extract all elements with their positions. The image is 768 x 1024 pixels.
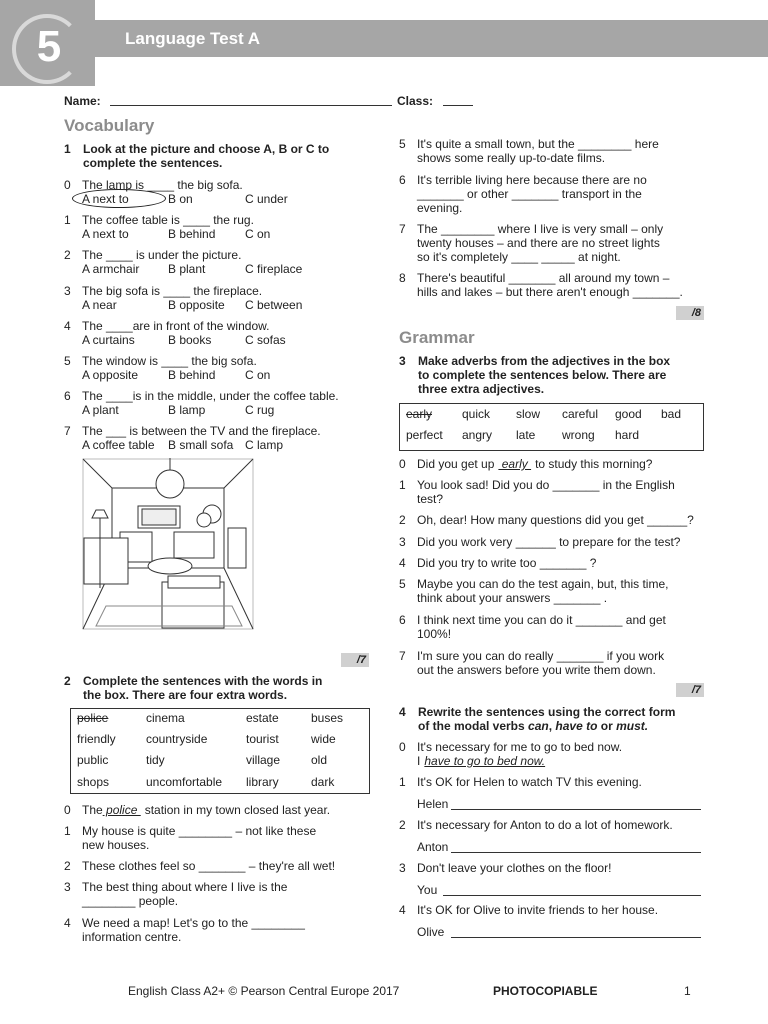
question-number: 5 <box>399 577 406 591</box>
question-item <box>64 880 374 908</box>
option-a[interactable]: A next to <box>82 192 129 206</box>
question-number: 8 <box>399 271 406 285</box>
question-text-end: to study this morning? <box>535 457 653 471</box>
question-text-start: The <box>82 803 103 817</box>
word-box-item: bad <box>661 407 682 421</box>
question-number: 5 <box>64 354 71 368</box>
name-field[interactable] <box>110 105 392 106</box>
word-box-item: late <box>516 428 536 442</box>
name-label: Name: <box>64 94 101 108</box>
question-number: 3 <box>64 284 71 298</box>
question-number: 3 <box>399 535 406 549</box>
question-text-line-3: evening. <box>417 201 463 215</box>
word-box-item: uncomfortable <box>146 775 223 789</box>
question-text-line-2: test? <box>417 492 444 506</box>
word-box-item: estate <box>246 711 279 725</box>
question-number: 2 <box>64 859 71 873</box>
question-item <box>399 740 709 776</box>
question-item <box>64 178 374 206</box>
exercise-2-score: /8 <box>676 306 704 320</box>
exercise-1-score: /7 <box>341 653 369 667</box>
word-box-item: early <box>406 407 433 421</box>
question-item <box>64 213 374 241</box>
question-number: 0 <box>64 803 71 817</box>
answer-line[interactable] <box>443 895 701 896</box>
word-box-item: good <box>615 407 642 421</box>
question-text: The ________ where I live is very small – only <box>417 222 664 236</box>
question-text-line-2: twenty houses – and there are no street lights <box>417 236 660 250</box>
question-text-end: station in my town closed last year. <box>144 803 331 817</box>
question-item <box>64 916 374 944</box>
question-text-line-3: so it's completely ____ _____ at night. <box>417 250 621 264</box>
answer-subject: Anton <box>417 840 449 854</box>
option-b[interactable]: B behind <box>168 227 216 241</box>
question-number: 2 <box>399 513 406 527</box>
question-text-line-2: think about your answers _______ . <box>417 591 608 605</box>
footer-page-number: 1 <box>684 984 691 998</box>
question-text: The ____are in front of the window. <box>82 319 270 333</box>
question-text: Did you work very ______ to prepare for the test? <box>417 535 681 549</box>
exercise-3-instructions: 3 Make adverbs from the adjectives in the box to complete the sentences below. There are three extra adjectives. <box>399 354 671 396</box>
question-text: It's terrible living here because there are no <box>417 173 647 187</box>
exercise-2-word-box <box>70 708 370 794</box>
question-number: 0 <box>399 457 406 471</box>
word-box-item: careful <box>562 407 599 421</box>
option-a[interactable]: A opposite <box>82 368 139 382</box>
answer-line[interactable] <box>451 809 701 810</box>
exercise-1-instructions: 1 Look at the picture and choose A, B or C to complete the sentences. <box>64 142 330 170</box>
question-text: The window is ____ the big sofa. <box>82 354 257 368</box>
option-b[interactable]: B small sofa <box>168 438 234 452</box>
question-number: 7 <box>64 424 71 438</box>
option-a[interactable]: A curtains <box>82 333 135 347</box>
option-b[interactable]: B on <box>168 192 193 206</box>
question-item <box>64 319 374 347</box>
question-text: My house is quite ________ – not like these <box>82 824 317 838</box>
option-b[interactable]: B plant <box>168 262 206 276</box>
option-b[interactable]: B lamp <box>168 403 206 417</box>
footer-photocopiable: PHOTOCOPIABLE <box>493 984 598 998</box>
word-box-item: slow <box>516 407 541 421</box>
question-text: There's beautiful _______ all around my town – <box>417 271 670 285</box>
answer-line[interactable] <box>451 937 701 938</box>
word-box-item: dark <box>311 775 335 789</box>
question-text: It's quite a small town, but the ________ here <box>417 137 659 151</box>
word-box-item: police <box>77 711 109 725</box>
question-text: It's OK for Olive to invite friends to her house. <box>417 903 659 917</box>
word-box-item: wide <box>311 732 336 746</box>
word-box-item: angry <box>462 428 493 442</box>
word-box-item: village <box>246 753 281 767</box>
question-item <box>64 284 374 312</box>
option-b[interactable]: B opposite <box>168 298 225 312</box>
question-number: 4 <box>399 903 406 917</box>
question-number: 2 <box>64 248 71 262</box>
option-a[interactable]: A coffee table <box>82 438 155 452</box>
question-text: Oh, dear! How many questions did you get ______? <box>417 513 694 527</box>
question-number: 3 <box>399 861 406 875</box>
exercise-4-instructions: 4 Rewrite the sentences using the correct form of the modal verbs can, have to or must. <box>399 705 676 733</box>
question-number: 4 <box>64 319 71 333</box>
exercise-3-score: /7 <box>676 683 704 697</box>
header-bar <box>95 20 768 57</box>
question-number: 6 <box>399 173 406 187</box>
question-item <box>64 824 374 852</box>
question-text: We need a map! Let's go to the ________ <box>82 916 305 930</box>
question-text: The big sofa is ____ the fireplace. <box>82 284 263 298</box>
question-item <box>64 389 374 417</box>
question-item <box>64 424 374 452</box>
question-number: 1 <box>64 824 71 838</box>
question-text: The ____is in the middle, under the coffee table. <box>82 389 339 403</box>
answer-subject: You <box>417 883 438 897</box>
footer-copyright: English Class A2+ © Pearson Central Europe 2017 <box>128 984 400 998</box>
option-c[interactable]: C on <box>245 368 271 382</box>
question-number: 5 <box>399 137 406 151</box>
question-text: It's necessary for Anton to do a lot of homework. <box>417 818 673 832</box>
option-c[interactable]: C rug <box>245 403 275 417</box>
question-item <box>399 861 709 897</box>
option-c[interactable]: C sofas <box>245 333 286 347</box>
question-text: The coffee table is ____ the rug. <box>82 213 254 227</box>
example-answer: early <box>498 457 532 471</box>
example-answer: have to go to bed now. <box>424 754 546 768</box>
unit-badge <box>0 0 95 86</box>
question-text: These clothes feel so _______ – they're all wet! <box>82 859 336 873</box>
question-item <box>399 173 709 215</box>
answer-subject: Olive <box>417 925 445 939</box>
question-item <box>399 478 709 506</box>
test-title: Language Test A <box>125 29 261 48</box>
question-item <box>64 354 374 382</box>
question-number: 7 <box>399 222 406 236</box>
question-text <box>82 803 330 817</box>
question-text: Maybe you can do the test again, but, this time, <box>417 577 669 591</box>
question-number: 3 <box>64 880 71 894</box>
option-c[interactable]: C lamp <box>245 438 284 452</box>
question-number: 2 <box>399 818 406 832</box>
option-a[interactable]: A next to <box>82 227 129 241</box>
answer-circle <box>72 189 166 208</box>
question-item <box>399 903 709 939</box>
word-box-item: library <box>246 775 279 789</box>
option-c[interactable]: C under <box>245 192 288 206</box>
word-box-item: friendly <box>77 732 116 746</box>
question-item <box>399 818 709 854</box>
question-text-line-2: _______ or other _______ transport in the <box>417 187 642 201</box>
word-box-item: tourist <box>246 732 279 746</box>
answer-line[interactable] <box>451 852 701 853</box>
example-answer: police <box>102 803 141 817</box>
question-number: 0 <box>399 740 406 754</box>
question-item <box>64 248 374 276</box>
question-text: I think next time you can do it _______ and get <box>417 613 666 627</box>
question-text: The ____ is under the picture. <box>82 248 242 262</box>
question-number: 1 <box>64 213 71 227</box>
question-text: Don't leave your clothes on the floor! <box>417 861 612 875</box>
word-box-item: shops <box>77 775 110 789</box>
word-box-item: wrong <box>562 428 595 442</box>
question-number: 4 <box>64 916 71 930</box>
question-text-start: Did you get up <box>417 457 495 471</box>
word-box-item: quick <box>462 407 491 421</box>
word-box-item: buses <box>311 711 344 725</box>
option-a[interactable]: A plant <box>82 403 119 417</box>
option-b[interactable]: B behind <box>168 368 216 382</box>
word-box-item: perfect <box>406 428 443 442</box>
section-title-vocabulary: Vocabulary <box>64 116 155 135</box>
question-number: 6 <box>399 613 406 627</box>
class-field[interactable] <box>443 105 473 106</box>
question-text: You look sad! Did you do _______ in the English <box>417 478 675 492</box>
question-text: It's necessary for me to go to bed now. <box>417 740 623 754</box>
question-text: Did you try to write too _______ ? <box>417 556 597 570</box>
question-number: 6 <box>64 389 71 403</box>
word-box-item: public <box>77 753 109 767</box>
question-item <box>399 271 709 313</box>
question-text-line-2: 100%! <box>417 627 452 641</box>
exercise-2-instructions: 2 Complete the sentences with the words in the box. There are four extra words. <box>64 674 323 702</box>
question-number: 0 <box>64 178 71 192</box>
question-text-line-2: ________ people. <box>82 894 179 908</box>
question-text-line-2: shows some really up-to-date films. <box>417 151 606 165</box>
question-item <box>399 613 709 641</box>
question-text: The ___ is between the TV and the fireplace. <box>82 424 321 438</box>
answer-prefix: I <box>417 754 421 768</box>
answer-subject: Helen <box>417 797 449 811</box>
question-number: 4 <box>399 556 406 570</box>
question-text-line-2: out the answers before you write them down. <box>417 663 656 677</box>
question-text <box>417 457 652 471</box>
option-a[interactable]: A armchair <box>82 262 140 276</box>
option-c[interactable]: C between <box>245 298 303 312</box>
question-text: The best thing about where I live is the <box>82 880 288 894</box>
question-text-line-2: new houses. <box>82 838 150 852</box>
word-box-item: tidy <box>146 753 165 767</box>
living-room-illustration <box>82 458 254 630</box>
option-c[interactable]: C fireplace <box>245 262 303 276</box>
question-number: 1 <box>399 775 406 789</box>
class-label: Class: <box>397 94 434 108</box>
question-item <box>399 775 709 811</box>
unit-number: 5 <box>36 22 62 71</box>
question-number: 1 <box>399 478 406 492</box>
word-box-item: countryside <box>146 732 208 746</box>
question-item <box>399 649 709 677</box>
word-box-item: old <box>311 753 328 767</box>
question-item <box>399 222 709 264</box>
option-a[interactable]: A near <box>82 298 117 312</box>
exercise-3-word-box <box>399 403 704 451</box>
question-text: I'm sure you can do really _______ if you work <box>417 649 665 663</box>
question-text: The lamp is ____ the big sofa. <box>82 178 243 192</box>
question-text-line-2: hills and lakes – but there aren't enough _______. <box>417 285 683 299</box>
word-box-item: cinema <box>146 711 185 725</box>
question-number: 7 <box>399 649 406 663</box>
option-b[interactable]: B books <box>168 333 212 347</box>
section-title-grammar: Grammar <box>399 328 475 347</box>
word-box-item: hard <box>615 428 640 442</box>
question-item <box>399 577 709 605</box>
question-text: It's OK for Helen to watch TV this evening. <box>417 775 642 789</box>
example-answer-line <box>417 754 545 768</box>
question-text-line-2: information centre. <box>82 930 182 944</box>
option-c[interactable]: C on <box>245 227 271 241</box>
